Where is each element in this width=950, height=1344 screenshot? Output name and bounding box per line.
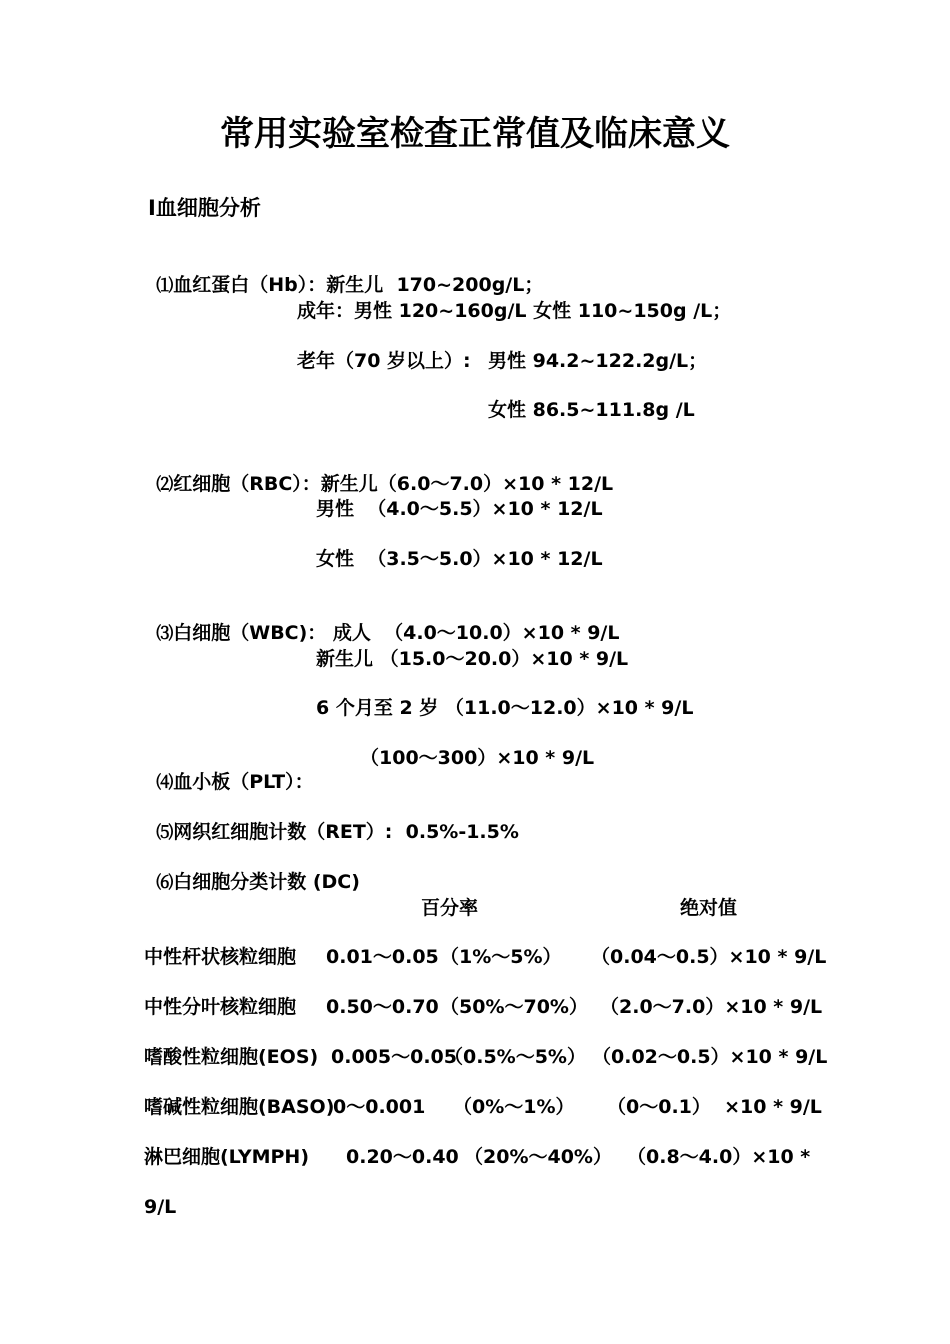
rbc-line [143, 448, 613, 497]
wbc-label: 白细胞（WBC)： 成人 （4.0～10.0）×10 * 9/L [173, 622, 620, 644]
item-marker: ⑸ [156, 823, 174, 843]
plt-line [143, 746, 314, 795]
col-header-absolute: 绝对值 [680, 897, 738, 919]
ret-label: 网织红细胞计数（RET）: 0.5%-1.5% [173, 821, 519, 843]
item-marker: ⑵ [156, 475, 174, 495]
dc-row-name: 中性杆状核粒细胞 [144, 946, 297, 968]
dc-row-name: 嗜酸性粒细胞(EOS) [144, 1046, 319, 1068]
hb-label: 血红蛋白（Hb）：新生儿 170~200g/L； [173, 274, 544, 296]
hb-line [143, 249, 543, 298]
rbc-male: 男性 （4.0～5.5）×10 * 12/L [316, 498, 603, 520]
dc-line [143, 846, 360, 895]
dc-row-percent: （1%～5%） [440, 946, 562, 968]
rbc-label: 红细胞（RBC）：新生儿（6.0～7.0）×10 * 12/L [173, 473, 614, 495]
dc-row-absolute: （0～0.1） ×10 * 9/L [607, 1096, 822, 1118]
dc-row-ratio: 0.50～0.70 [326, 996, 439, 1018]
wbc-infant: 6 个月至 2 岁 （11.0～12.0）×10 * 9/L [316, 697, 694, 719]
dc-row-absolute: （2.0～7.0）×10 * 9/L [600, 996, 823, 1018]
dc-row-absolute: （0.04～0.5）×10 * 9/L [591, 946, 827, 968]
dc-row-ratio: 0.20～0.40 [346, 1146, 459, 1168]
dc-row-percent: （0.5%～5%） [444, 1046, 586, 1068]
ret-line [143, 796, 519, 845]
dc-row-ratio: 0～0.001 [333, 1096, 426, 1118]
hb-adult: 成年：男性 120~160g/L 女性 110~150g /L； [297, 300, 732, 322]
item-marker: ⑹ [156, 873, 174, 893]
dc-label: 白细胞分类计数 (DC) [173, 871, 360, 893]
plt-value: （100～300）×10 * 9/L [360, 747, 595, 769]
dc-row-percent: （0%～1%） [453, 1096, 575, 1118]
item-marker: ⑶ [156, 624, 174, 644]
hb-elderly-label: 老年（70 岁以上）: [297, 350, 471, 372]
page-title: 常用实验室检查正常值及临床意义 [220, 114, 730, 154]
rbc-female: 女性 （3.5～5.0）×10 * 12/L [316, 548, 603, 570]
hb-elderly-male: 男性 94.2~122.2g/L； [488, 350, 708, 372]
hb-elderly-female: 女性 86.5~111.8g /L [488, 399, 695, 421]
dc-row-wrap: 9/L [144, 1196, 177, 1218]
wbc-newborn: 新生儿 （15.0～20.0）×10 * 9/L [316, 648, 629, 670]
dc-row-name: 中性分叶核粒细胞 [144, 996, 297, 1018]
dc-row-name: 淋巴细胞(LYMPH) [144, 1146, 310, 1168]
item-marker: ⑷ [156, 773, 174, 793]
dc-row-name: 嗜碱性粒细胞(BASO) [144, 1096, 335, 1118]
wbc-line [143, 597, 619, 646]
section-heading: Ⅰ血细胞分析 [148, 196, 261, 220]
item-marker: ⑴ [156, 276, 174, 296]
dc-row-ratio: 0.005～0.05 [331, 1046, 457, 1068]
dc-row-ratio: 0.01～0.05 [326, 946, 439, 968]
dc-row-absolute: （0.8～4.0）×10 * [627, 1146, 811, 1168]
dc-row-percent: （20%～40%） [464, 1146, 612, 1168]
col-header-percent: 百分率 [421, 897, 479, 919]
plt-label: 血小板（PLT）： [173, 771, 314, 793]
dc-row-absolute: （0.02～0.5）×10 * 9/L [592, 1046, 828, 1068]
dc-row-percent: （50%～70%） [440, 996, 588, 1018]
